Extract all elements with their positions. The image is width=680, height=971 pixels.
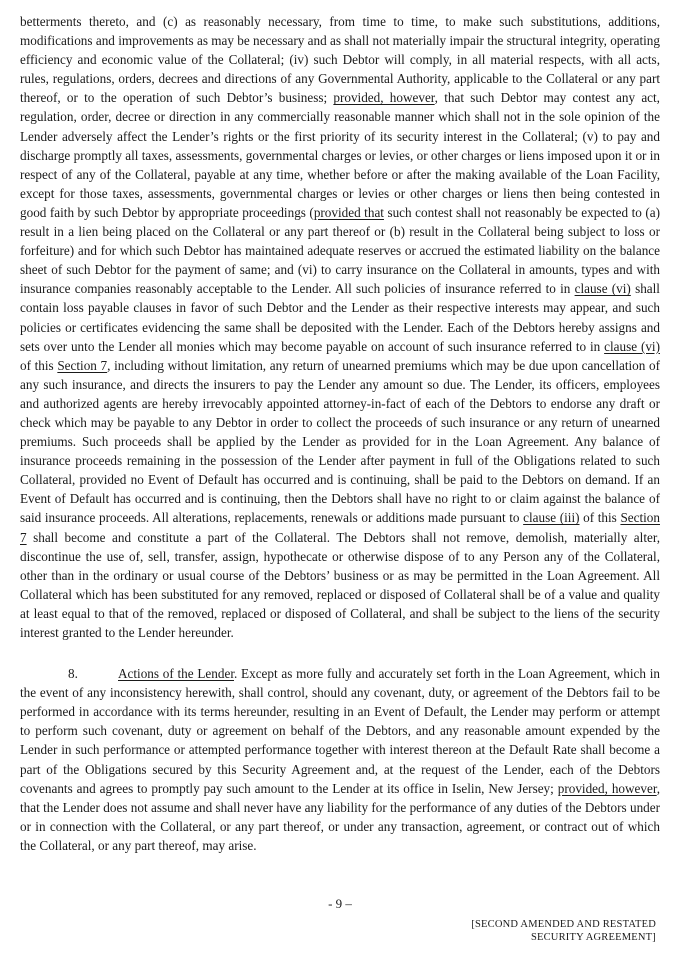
paragraph-text: shall become and constitute a part of the Collateral. The Debtors shall not remove, demolish, materially alter, discontinue the use of, sell, transfer, assign, hypothecate or otherwise dispose of to any Person any of the Collateral, other than in the ordinary or usual course of the Debtors’ business or as may be permitted in the Loan Agreement. All Collateral which has been substituted for any removed, replaced or disposed of Collateral shall be of a value and quality at least equal to that of the removed, replaced or disposed of Collateral, and shall be subject to the liens of the security interest granted to the Lender hereunder. — [20, 529, 660, 640]
body-paragraph-continued — [20, 12, 660, 642]
underlined-term: provided, however — [333, 90, 435, 106]
section-heading: Actions of the Lender — [118, 666, 234, 682]
paragraph-text: shall contain loss payable clauses in favor of such Debtor and the Lender as their respective interests may appear, and such policies or certificates evidencing the same shall be deposited with the Lender. Each of the Debtors hereby assigns and sets over unto the Lender all monies which may become payable on account of such insurance referred to in — [20, 281, 660, 354]
section-reference: Section 7 — [20, 510, 660, 545]
underlined-term: provided, however — [557, 780, 657, 796]
footer-label-line-2: SECURITY AGREEMENT] — [530, 932, 656, 943]
paragraph-text: of this — [579, 510, 621, 526]
document-footer-label — [471, 918, 656, 944]
paragraph-text: , that the Lender does not assume and shall never have any liability for the performance of any duties of the Debtors under or in connection with the Collateral, or any part thereof, or under any transaction, agreement, or contract out of which the Collateral, or any part thereof, may arise. — [20, 780, 660, 853]
footer-label-line-1: [SECOND AMENDED AND RESTATED — [471, 919, 656, 930]
underlined-term: provided that — [313, 204, 384, 220]
section-8-paragraph — [20, 664, 660, 855]
page-number: - 9 – — [328, 896, 352, 911]
paragraph-text: , that such Debtor may contest any act, regulation, order, decree or direction in any commercially reasonable manner which shall not in the sole opinion of the Lender adversely affect the Lender’s rights or the first priority of its security interest in the Collateral; (v) to pay and discharge promptly all taxes, assessments, governmental charges or levies, or other charges or liens imposed upon it or in respect of any of the Collateral, payable at any time, whether before or after the making available of the Loan Facility, except for those taxes, assessments, governmental charges or levies or other charges or liens then being contested in good faith by such Debtor by appropriate proceedings ( — [20, 90, 660, 220]
paragraph-text: of this — [20, 357, 58, 373]
clause-reference: clause (vi) — [604, 338, 660, 354]
section-number: 8. — [68, 666, 78, 682]
paragraph-text: betterments thereto, and (c) as reasonably necessary, from time to time, to make such substitutions, additions, modifications and improvements as may be necessary and as shall not materially impair the structural integrity, operating efficiency and economic value of the Collateral; (iv) such Debtor will comply, in all material respects, with all acts, rules, regulations, orders, decrees and directions of any Governmental Authority, applicable to the Collateral or any part thereof, or to the operation of such Debtor’s business; — [20, 14, 660, 106]
paragraph-text: . Except as more fully and accurately set forth in the Loan Agreement, which in the event of any inconsistency herewith, shall control, should any covenant, duty, or agreement of the Debtors fail to be performed in accordance with its terms hereunder, resulting in an Event of Default, the Lender may perform or attempt to perform such covenant, duty or agreement on behalf of the Debtors, and any reasonable amount expended by the Lender in such performance or attempted performance together with interest thereon at the Default Rate shall become a part of the Obligations secured by this Security Agreement and, at the request of the Lender, each of the Debtors covenants and agrees to promptly pay such amount to the Lender at its office in Iselin, New Jersey; — [20, 666, 661, 796]
paragraph-text: , including without limitation, any return of unearned premiums which may be due upon cancellation of any such insurance, and directs the insurers to pay the Lender any amount so due. The Lender, its officers, employees and authorized agents are hereby irrevocably appointed attorney-in-fact of each of the Debtors to endorse any draft or check which may be payable to any Debtor in order to collect the proceeds of such insurance or any return of unearned premiums. Such proceeds shall be applied by the Lender as provided for in the Loan Agreement. Any balance of insurance proceeds remaining in the possession of the Lender after payment in full of the Obligations related to such Collateral, provided no Event of Default has occurred and is continuing, shall be paid to the Debtors on demand. If an Event of Default has occurred and is continuing, then the Debtors shall have no right to or claim against the balance of said insurance proceeds. All alterations, replacements, renewals or additions made pursuant to — [20, 357, 660, 526]
clause-reference: clause (vi) — [574, 281, 631, 297]
paragraph-text: such contest shall not reasonably be expected to (a) result in a lien being placed on the Collateral or any part thereof or (b) result in the Collateral being subject to loss or forfeiture) and for which such Debtor has maintained adequate reserves or accrued the estimated liability on the balance sheet of such Debtor for the payment of same; and (vi) to carry insurance on the Collateral in amounts, types and with insurance companies reasonably acceptable to the Lender. All such policies of insurance referred to in — [20, 204, 661, 297]
section-reference: Section 7 — [57, 357, 108, 373]
clause-reference: clause (iii) — [523, 510, 580, 526]
